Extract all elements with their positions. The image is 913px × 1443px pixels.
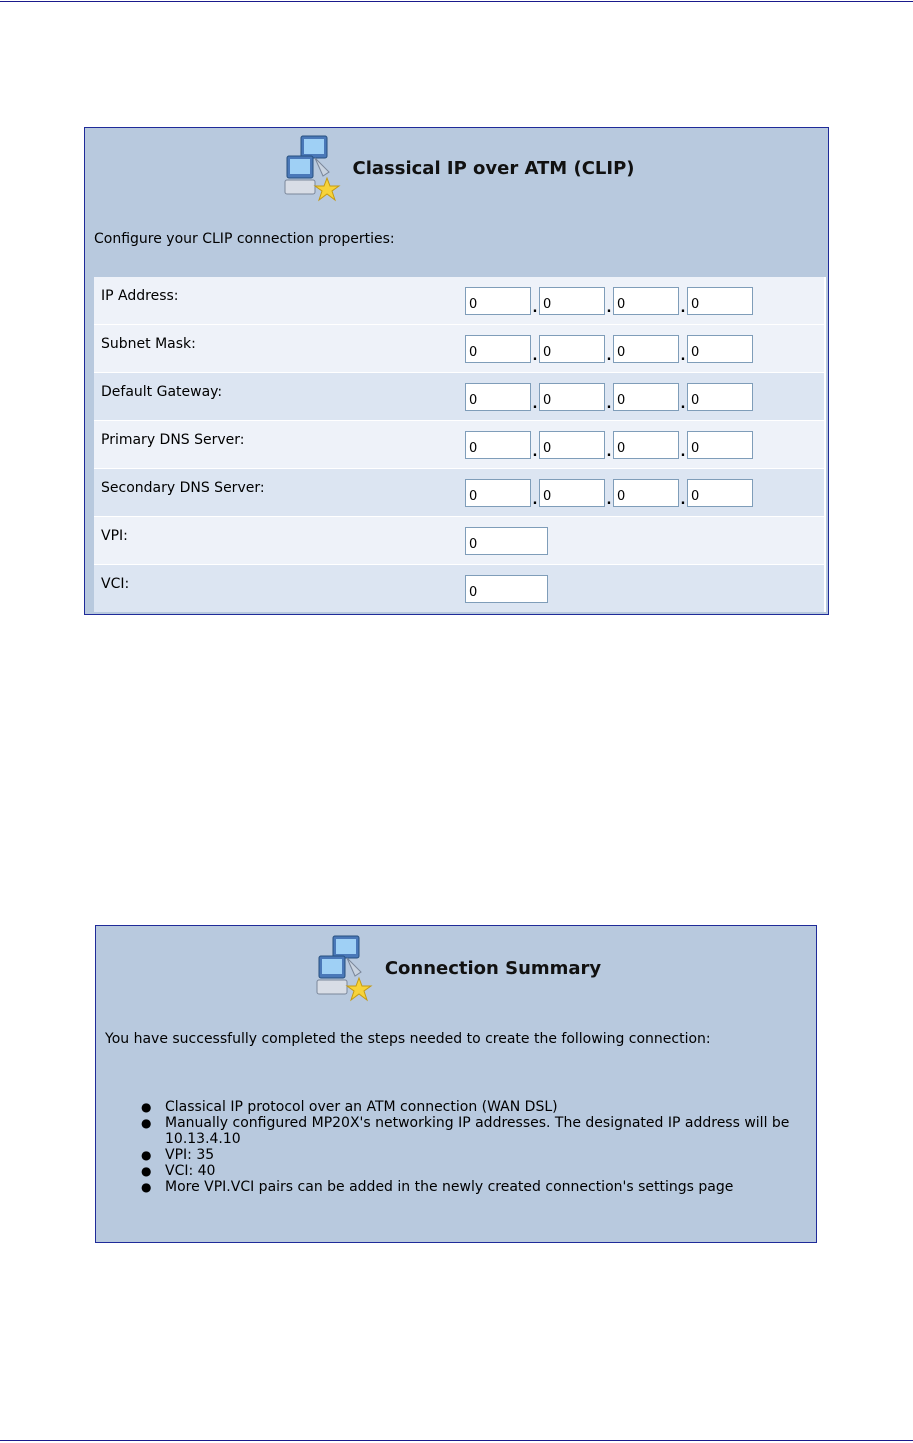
octet-separator: . <box>680 301 686 316</box>
default-gateway-octet-4[interactable] <box>687 383 753 411</box>
subnet-mask-octet-4[interactable] <box>687 335 753 363</box>
summary-item-text: Classical IP protocol over an ATM connection (WAN DSL) <box>165 1099 558 1115</box>
bullet-icon: ● <box>141 1148 152 1162</box>
clip-settings-panel <box>84 127 829 615</box>
subnet-mask-octet-1[interactable] <box>465 335 531 363</box>
subnet-mask-octet-2[interactable] <box>539 335 605 363</box>
bottom-rule <box>0 1440 913 1441</box>
subnet-mask-label: Subnet Mask: <box>101 336 196 352</box>
vci-row <box>94 565 826 612</box>
summary-panel-title: Connection Summary <box>384 957 602 979</box>
ip-address-label: IP Address: <box>101 288 179 304</box>
ip-address-octet-2[interactable] <box>539 287 605 315</box>
secondary-dns-row <box>94 469 826 517</box>
default-gateway-row <box>94 373 826 421</box>
octet-separator: . <box>680 493 686 508</box>
bullet-icon: ● <box>141 1116 152 1130</box>
octet-separator: . <box>606 301 612 316</box>
subnet-mask-row <box>94 325 826 373</box>
secondary-dns-octet-2[interactable] <box>539 479 605 507</box>
primary-dns-group <box>465 431 753 459</box>
clip-form-table <box>94 277 826 612</box>
secondary-dns-label: Secondary DNS Server: <box>101 480 265 496</box>
ip-address-octet-4[interactable] <box>687 287 753 315</box>
list-item <box>136 1099 816 1115</box>
primary-dns-octet-1[interactable] <box>465 431 531 459</box>
ip-address-row <box>94 277 826 325</box>
network-computers-star-icon <box>279 132 343 204</box>
ip-address-octet-1[interactable] <box>465 287 531 315</box>
summary-description: You have successfully completed the steps needed to create the following connection: <box>105 1031 711 1047</box>
octet-separator: . <box>606 349 612 364</box>
network-computers-star-icon <box>311 932 375 1004</box>
clip-panel-header <box>85 128 828 208</box>
summary-item-text: Manually configured MP20X's networking IP addresses. The designated IP address will be 10.13.4.10 <box>165 1115 790 1147</box>
summary-item-text: More VPI.VCI pairs can be added in the newly created connection's settings page <box>165 1179 734 1195</box>
octet-separator: . <box>532 445 538 460</box>
default-gateway-label: Default Gateway: <box>101 384 223 400</box>
subnet-mask-octet-3[interactable] <box>613 335 679 363</box>
default-gateway-octet-1[interactable] <box>465 383 531 411</box>
summary-panel-header <box>96 927 816 1009</box>
list-item <box>136 1163 816 1179</box>
octet-separator: . <box>606 445 612 460</box>
list-item <box>136 1115 816 1147</box>
vpi-input[interactable] <box>465 527 548 555</box>
vpi-row <box>94 517 826 565</box>
default-gateway-octet-3[interactable] <box>613 383 679 411</box>
secondary-dns-octet-1[interactable] <box>465 479 531 507</box>
list-item <box>136 1147 816 1163</box>
secondary-dns-group <box>465 479 753 507</box>
octet-separator: . <box>680 397 686 412</box>
vpi-label: VPI: <box>101 528 128 544</box>
primary-dns-label: Primary DNS Server: <box>101 432 245 448</box>
default-gateway-group <box>465 383 753 411</box>
octet-separator: . <box>680 349 686 364</box>
octet-separator: . <box>606 397 612 412</box>
vci-input[interactable] <box>465 575 548 603</box>
summary-list <box>136 1099 816 1195</box>
subnet-mask-group <box>465 335 753 363</box>
octet-separator: . <box>532 301 538 316</box>
secondary-dns-octet-3[interactable] <box>613 479 679 507</box>
clip-panel-description: Configure your CLIP connection properties: <box>94 231 395 247</box>
bullet-icon: ● <box>141 1100 152 1114</box>
primary-dns-row <box>94 421 826 469</box>
primary-dns-octet-4[interactable] <box>687 431 753 459</box>
summary-item-text: VPI: 35 <box>165 1147 215 1163</box>
list-item <box>136 1179 816 1195</box>
ip-address-group <box>465 287 753 315</box>
clip-panel-title: Classical IP over ATM (CLIP) <box>352 157 635 179</box>
default-gateway-octet-2[interactable] <box>539 383 605 411</box>
top-rule <box>0 1 913 2</box>
primary-dns-octet-2[interactable] <box>539 431 605 459</box>
connection-summary-panel <box>95 925 817 1243</box>
octet-separator: . <box>532 349 538 364</box>
primary-dns-octet-3[interactable] <box>613 431 679 459</box>
octet-separator: . <box>532 493 538 508</box>
bullet-icon: ● <box>141 1180 152 1194</box>
ip-address-octet-3[interactable] <box>613 287 679 315</box>
octet-separator: . <box>532 397 538 412</box>
bullet-icon: ● <box>141 1164 152 1178</box>
secondary-dns-octet-4[interactable] <box>687 479 753 507</box>
vci-label: VCI: <box>101 576 130 592</box>
summary-item-text: VCI: 40 <box>165 1163 216 1179</box>
octet-separator: . <box>606 493 612 508</box>
octet-separator: . <box>680 445 686 460</box>
